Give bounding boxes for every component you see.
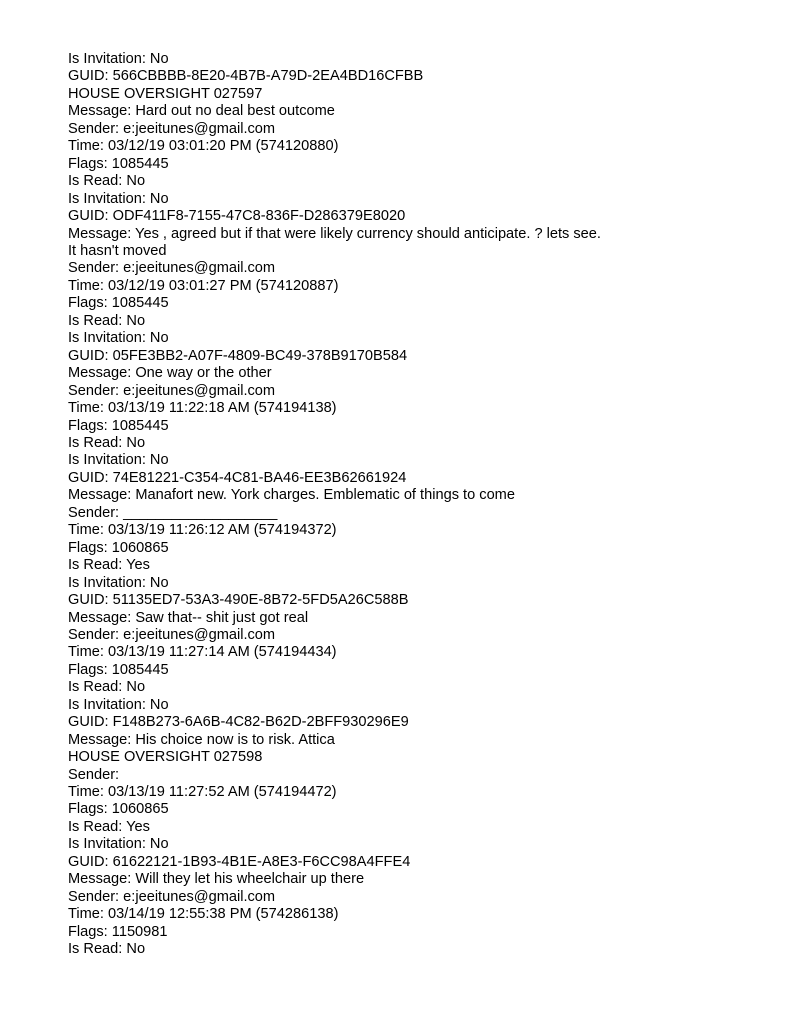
text-line: Sender: e:jeeitunes@gmail.com [68,626,276,643]
text-line: Is Invitation: No [68,452,169,469]
text-line: Flags: 1085445 [68,417,169,434]
text-line: Message: Hard out no deal best outcome [68,103,335,120]
text-line: Time: 03/13/19 11:27:52 AM (574194472) [68,784,337,801]
text-line: Sender: e:jeeitunes@gmail.com [68,888,276,905]
text-line: Message: Saw that-- shit just got real [68,609,309,626]
text-line: Sender: e:jeeitunes@gmail.com [68,260,276,277]
text-line: Flags: 1150981 [68,923,168,940]
text-line: Is Read: No [68,941,146,958]
text-line: Time: 03/13/19 11:26:12 AM (574194372) [68,522,337,539]
text-line: Sender: ___________________ [68,504,278,521]
text-line: Is Invitation: No [68,330,169,347]
text-line: Is Invitation: No [68,696,169,713]
text-line: Time: 03/12/19 03:01:20 PM (574120880) [68,138,339,155]
text-line: Message: Will they let his wheelchair up there [68,871,365,888]
text-line: Is Read: No [68,173,146,190]
text-line: GUID: ODF411F8-7155-47C8-836F-D286379E8020 [68,208,406,225]
text-line: HOUSE OVERSIGHT 027597 [68,85,263,102]
text-line: Message: Manafort new. York charges. Emblematic of things to come [68,487,515,504]
text-line: Is Read: Yes [68,557,150,574]
text-line: Sender: e:jeeitunes@gmail.com [68,382,276,399]
text-line: Is Invitation: No [68,574,169,591]
text-line: GUID: 61622121-1B93-4B1E-A8E3-F6CC98A4FFE4 [68,853,411,870]
text-line: Time: 03/14/19 12:55:38 PM (574286138) [68,906,339,923]
text-line: Time: 03/12/19 03:01:27 PM (574120887) [68,277,339,294]
text-line: Is Read: No [68,679,146,696]
text-line: Message: Yes , agreed but if that were likely currency should anticipate. ? lets see. [68,225,601,242]
text-line: GUID: 74E81221-C354-4C81-BA46-EE3B62661924 [68,469,407,486]
text-line: Is Read: No [68,312,146,329]
text-line: It hasn't moved [68,242,167,259]
text-line: Sender: [68,766,120,783]
text-line: Sender: e:jeeitunes@gmail.com [68,120,276,137]
text-line: Flags: 1085445 [68,155,169,172]
text-line: GUID: 05FE3BB2-A07F-4809-BC49-378B9170B584 [68,347,408,364]
text-line: Is Invitation: No [68,836,169,853]
document-lines [68,51,760,959]
text-line: Flags: 1085445 [68,295,169,312]
text-line: Time: 03/13/19 11:22:18 AM (574194138) [68,400,337,417]
text-line: GUID: 566CBBBB-8E20-4B7B-A79D-2EA4BD16CFBB [68,68,424,85]
text-line: HOUSE OVERSIGHT 027598 [68,749,263,766]
text-line: Message: One way or the other [68,365,272,382]
text-line: Is Read: No [68,434,146,451]
text-line: Is Read: Yes [68,818,150,835]
text-line: GUID: F148B273-6A6B-4C82-B62D-2BFF930296E9 [68,714,409,731]
text-line: Flags: 1085445 [68,661,169,678]
text-line: Message: His choice now is to risk. Attica [68,731,335,748]
text-line: Time: 03/13/19 11:27:14 AM (574194434) [68,644,337,661]
text-line: Flags: 1060865 [68,539,169,556]
text-line: Is Invitation: No [68,190,169,207]
text-line: Is Invitation: No [68,51,169,67]
text-line: Flags: 1060865 [68,801,169,818]
text-line: GUID: 51135ED7-53A3-490E-8B72-5FD5A26C588B [68,592,409,609]
